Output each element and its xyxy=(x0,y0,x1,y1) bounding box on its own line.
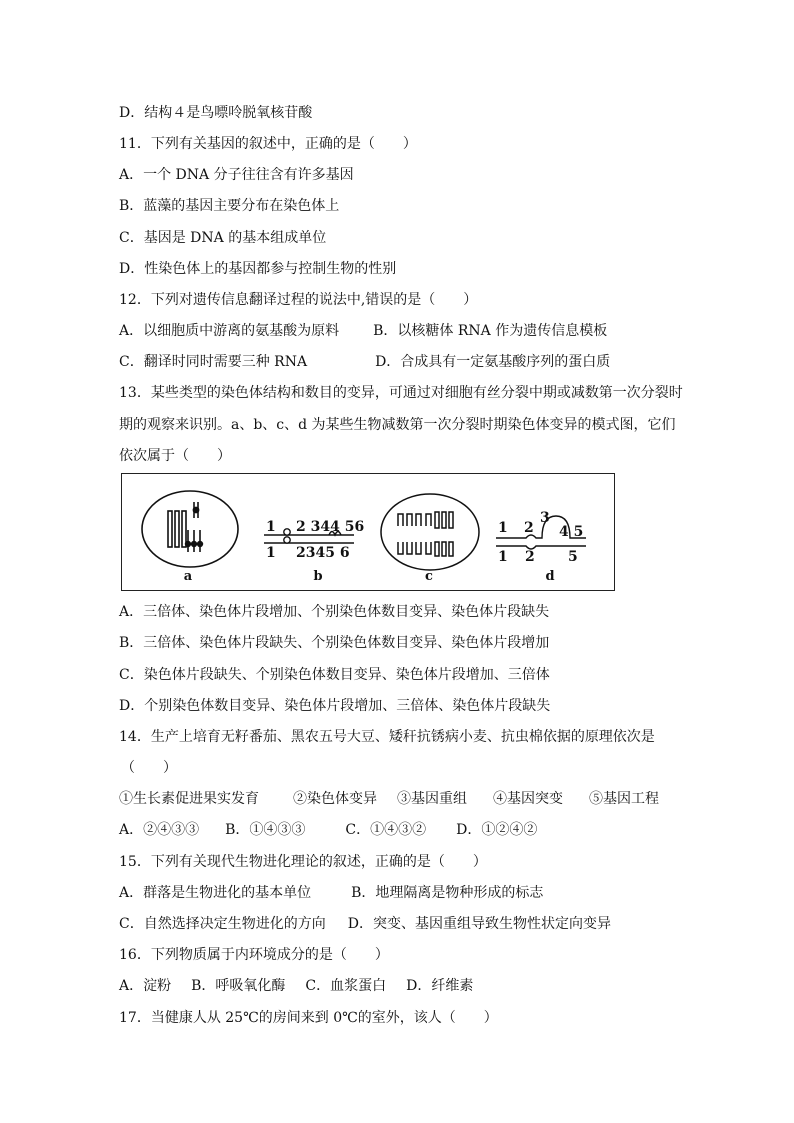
q11-stem: 11．下列有关基因的叙述中，正确的是（ ） xyxy=(119,136,417,152)
q14-principle-1: ①生长素促进果实发育 xyxy=(119,791,259,807)
q11-option-d: D．性染色体上的基因都参与控制生物的性别 xyxy=(119,261,397,277)
q14-principle-3: ③基因重组 xyxy=(397,791,467,807)
q11-option-a: A．一个 DNA 分子往往含有许多基因 xyxy=(119,167,354,183)
label-b: b xyxy=(313,569,323,584)
q15-option-a: A．群落是生物进化的基本单位 xyxy=(119,885,312,901)
d-top-45: 4 5 xyxy=(559,524,584,540)
label-a: a xyxy=(183,569,193,584)
panel-c xyxy=(381,494,479,570)
q15-option-d: D．突变、基因重组导致生物性状定向变异 xyxy=(347,916,611,932)
chromosome-variation-figure xyxy=(121,473,615,591)
b-bottom-1: 1 xyxy=(266,545,276,561)
q15-option-b: B．地理隔离是物种形成的标志 xyxy=(351,885,544,901)
q16-option-d: D．纤维素 xyxy=(406,978,474,994)
q16-options xyxy=(119,977,473,995)
q12-option-d: D．合成具有一定氨基酸序列的蛋白质 xyxy=(375,354,611,370)
q17-stem: 17．当健康人从 25℃的房间来到 0℃的室外，该人（ ） xyxy=(119,1010,498,1026)
q12-option-a: A．以细胞质中游离的氨基酸为原料 xyxy=(119,323,340,339)
q13-stem-line3: 依次属于（ ） xyxy=(119,448,231,464)
q14-option-d: D．①②④② xyxy=(456,822,538,838)
q13-option-a: A．三倍体、染色体片段增加、个别染色体数目变异、染色体片段缺失 xyxy=(119,604,550,620)
b-top-genes: 2 344 56 xyxy=(296,519,365,535)
q15-options-ab xyxy=(119,884,543,902)
q14-option-b: B．①④③③ xyxy=(225,822,306,838)
q11-option-b: B．蓝藻的基因主要分布在染色体上 xyxy=(119,198,340,214)
q11-option-c: C．基因是 DNA 的基本组成单位 xyxy=(119,230,327,246)
q14-stem-line2: （ ） xyxy=(121,760,177,776)
panel-a xyxy=(142,491,238,567)
q15-options-cd xyxy=(119,915,611,933)
figure-drawing xyxy=(122,474,616,592)
q12-options-cd xyxy=(119,353,610,371)
q16-option-c: C．血浆蛋白 xyxy=(305,978,387,994)
q14-principles xyxy=(119,790,659,808)
q12-option-b: B．以核糖体 RNA 作为遗传信息模板 xyxy=(373,323,608,339)
q14-option-a: A．②④③③ xyxy=(119,822,200,838)
q14-principle-5: ⑤基因工程 xyxy=(589,791,659,807)
q12-options-ab xyxy=(119,322,607,340)
q14-options xyxy=(119,821,537,839)
b-top-1: 1 xyxy=(266,519,276,535)
q13-option-c: C．染色体片段缺失、个别染色体数目变异、染色体片段增加、三倍体 xyxy=(119,667,550,683)
d-top-3: 3 xyxy=(540,510,550,526)
label-c: c xyxy=(425,569,433,584)
q14-option-c: C．①④③② xyxy=(345,822,427,838)
q10-option-d: D．结构４是鸟嘌呤脱氧核苷酸 xyxy=(119,105,313,121)
d-top-2: 2 xyxy=(524,520,534,536)
q15-option-c: C．自然选择决定生物进化的方向 xyxy=(119,916,326,932)
q12-stem: 12．下列对遗传信息翻译过程的说法中,错误的是（ ） xyxy=(119,292,478,308)
label-d: d xyxy=(545,569,555,584)
q16-stem: 16．下列物质属于内环境成分的是（ ） xyxy=(119,947,389,963)
q16-option-b: B．呼吸氧化酶 xyxy=(191,978,286,994)
q14-principle-2: ②染色体变异 xyxy=(293,791,377,807)
q13-option-b: B．三倍体、染色体片段缺失、个别染色体数目变异、染色体片段增加 xyxy=(119,635,550,651)
d-bottom-2: 2 xyxy=(525,549,535,565)
q12-option-c: C．翻译时同时需要三种 RNA xyxy=(119,354,308,370)
d-top-1: 1 xyxy=(498,520,508,536)
q13-stem-line2: 期的观察来识别。a、b、c、d 为某些生物减数第一次分裂时期染色体变异的模式图，它们 xyxy=(119,417,676,433)
q13-option-d: D．个别染色体数目变异、染色体片段增加、三倍体、染色体片段缺失 xyxy=(119,698,551,714)
q15-stem: 15．下列有关现代生物进化理论的叙述，正确的是（ ） xyxy=(119,854,487,870)
q16-option-a: A．淀粉 xyxy=(119,978,172,994)
q14-principle-4: ④基因突变 xyxy=(493,791,563,807)
d-bottom-1: 1 xyxy=(498,549,508,565)
b-bottom-genes: 2345 6 xyxy=(296,545,350,561)
q14-stem-line1: 14．生产上培育无籽番茄、黑农五号大豆、矮秆抗锈病小麦、抗虫棉依据的原理依次是 xyxy=(119,729,655,745)
q13-stem-line1: 13．某些类型的染色体结构和数目的变异，可通过对细胞有丝分裂中期或减数第一次分裂时 xyxy=(119,385,683,401)
d-bottom-5: 5 xyxy=(568,549,578,565)
